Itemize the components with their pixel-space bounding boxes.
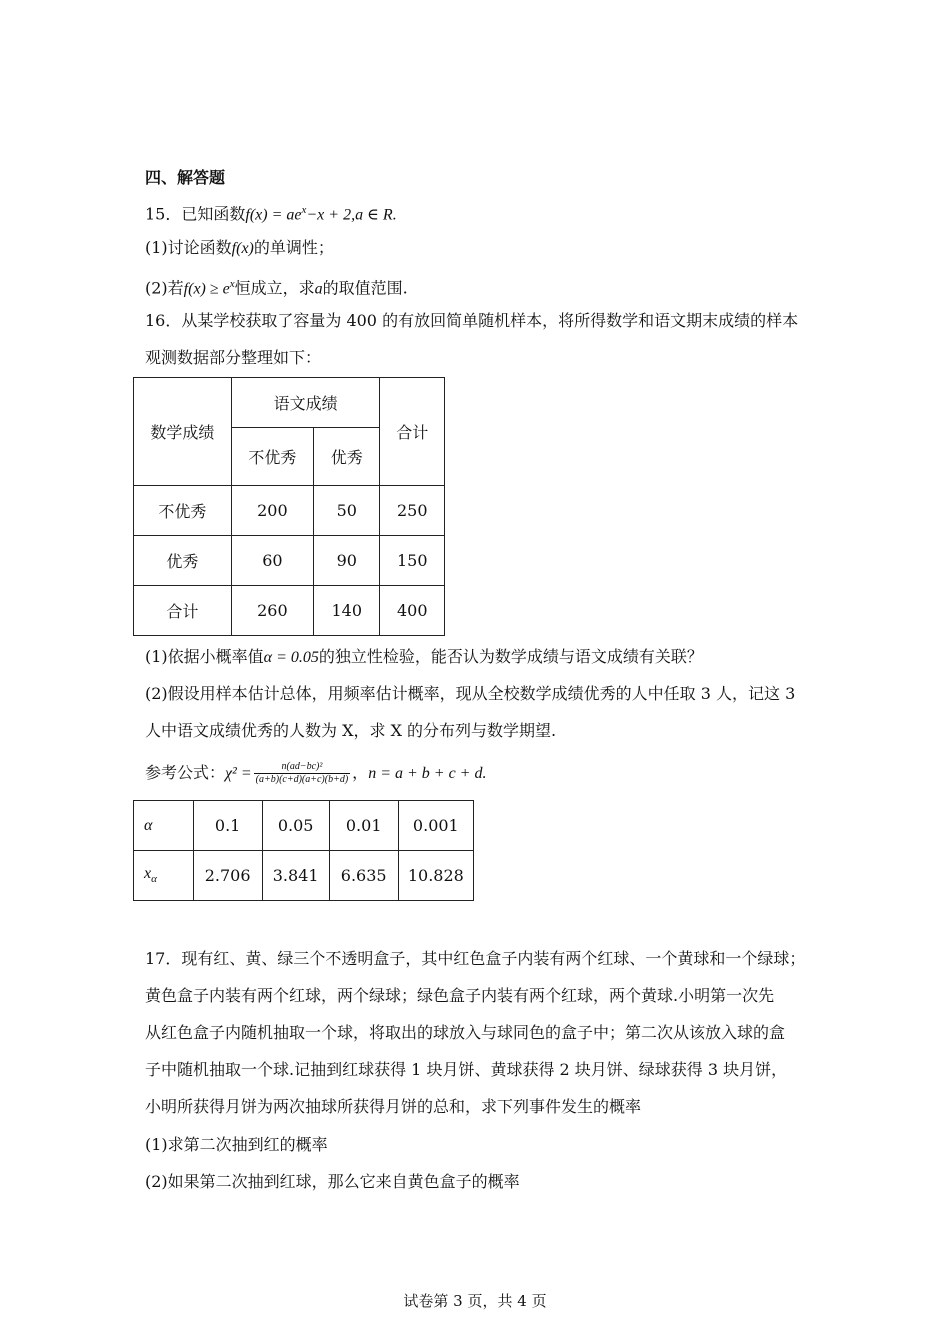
alpha-label: α [134,801,194,851]
q16-p1-formula: α = 0.05 [263,649,319,666]
table-cell: 260 [231,586,313,636]
table-cell: 50 [314,486,380,536]
q17-line1: 17．现有红、黄、绿三个不透明盒子，其中红色盒子内装有两个红球、一个黄球和一个绿球； [145,949,806,968]
q17-line2: 黄色盒子内装有两个红球，两个绿球；绿色盒子内装有两个红球，两个黄球.小明第一次先 [145,986,775,1005]
table-cell: 250 [380,486,445,536]
q15-part1 [145,236,334,261]
q15-p2-mid: 恒成立，求 [234,278,315,298]
table-row [134,586,445,636]
table-cell: 60 [231,536,313,586]
q17-line4: 子中随机抽取一个球.记抽到红球获得 1 块月饼、黄球获得 2 块月饼、绿球获得 3 块月饼， [145,1060,788,1079]
table-cell: 10.828 [398,851,473,901]
contingency-table [133,377,445,636]
table-cell: 400 [380,586,445,636]
table-col-excellent: 优秀 [314,428,380,486]
q15-stem-formula: f(x) = ae [245,206,302,224]
critical-value-table [133,800,474,901]
q17-part1: (1)求第二次抽到红的概率 [145,1135,328,1154]
page-footer: 试卷第 3 页，共 4 页 [403,1292,547,1310]
q16-part1 [145,645,703,670]
q16-stem-line2: 观测数据部分整理如下： [145,348,322,367]
q15-stem-exp: x [301,204,307,216]
table-cell: 0.01 [329,801,398,851]
table-row [134,801,474,851]
table-row [134,851,474,901]
ref-denominator: (a+b)(c+d)(a+c)(b+d) [255,774,349,785]
q15-p2-suffix: 的取值范围. [322,278,408,298]
ref-prefix: 参考公式： [145,763,226,782]
table-row [134,486,445,536]
q15-stem-prefix: 15．已知函数 [145,204,246,224]
table-cell: 150 [380,536,445,586]
table-cell: 6.635 [329,851,398,901]
ref-n: n = a + b + c + d. [368,765,487,782]
table-col-not-excellent: 不优秀 [231,428,313,486]
q15-part2 [145,272,408,301]
q15-p1-prefix: (1)讨论函数 [145,238,232,257]
ref-numerator: n(ad−bc)² [254,761,351,774]
table-row-header: 数学成绩 [134,378,232,486]
table-cell: 0.001 [398,801,473,851]
ref-sep: ， [352,763,369,782]
table-cell: 优秀 [134,536,232,586]
q16-p1-prefix: (1)依据小概率值 [145,647,264,666]
x-label-sub: α [151,873,157,886]
reference-formula [145,761,486,786]
q17-line5: 小明所获得月饼为两次抽球所获得月饼的总和，求下列事件发生的概率 [145,1097,642,1116]
ref-chi: χ² = [225,765,252,782]
q15-p2-prefix: (2)若 [145,278,184,298]
q15-stem-rest: −x + 2,a ∈ R. [306,206,397,224]
q16-part2-line2: 人中语文成绩优秀的人数为 X，求 X 的分布列与数学期望. [145,721,557,740]
x-label [134,851,194,901]
table-col-total: 合计 [380,378,445,486]
table-cell: 200 [231,486,313,536]
table-row [134,536,445,586]
table-cell: 140 [314,586,380,636]
q17-part2: (2)如果第二次抽到红球，那么它来自黄色盒子的概率 [145,1172,520,1191]
table-cell: 合计 [134,586,232,636]
q15-p1-formula: f(x) [231,240,254,257]
table-cell: 2.706 [193,851,262,901]
q15-p2-formula: f(x) ≥ e [183,280,230,298]
q15-p1-suffix: 的单调性； [253,238,334,257]
table-col-group: 语文成绩 [231,378,380,428]
q16-part2-line1: (2)假设用样本估计总体，用频率估计概率，现从全校数学成绩优秀的人中任取 3 人，记这 3 [145,684,796,703]
q15-p2-var: a [314,280,323,298]
table-cell: 不优秀 [134,486,232,536]
ref-fraction [254,761,351,786]
table-cell: 90 [314,536,380,586]
q16-stem-line1: 16．从某学校获取了容量为 400 的有放回简单随机样本，将所得数学和语文期末成绩的样本 [145,311,799,330]
section-title: 四、解答题 [145,168,226,187]
q15-stem [145,198,397,227]
q15-p2-exp: x [229,278,235,290]
q17-line3: 从红色盒子内随机抽取一个球，将取出的球放入与球同色的盒子中；第二次从该放入球的盒 [145,1023,786,1042]
x-label-base: x [144,865,152,883]
table-cell: 0.05 [262,801,329,851]
q16-p1-suffix: 的独立性检验，能否认为数学成绩与语文成绩有关联？ [318,647,703,666]
table-cell: 3.841 [262,851,329,901]
table-cell: 0.1 [193,801,262,851]
